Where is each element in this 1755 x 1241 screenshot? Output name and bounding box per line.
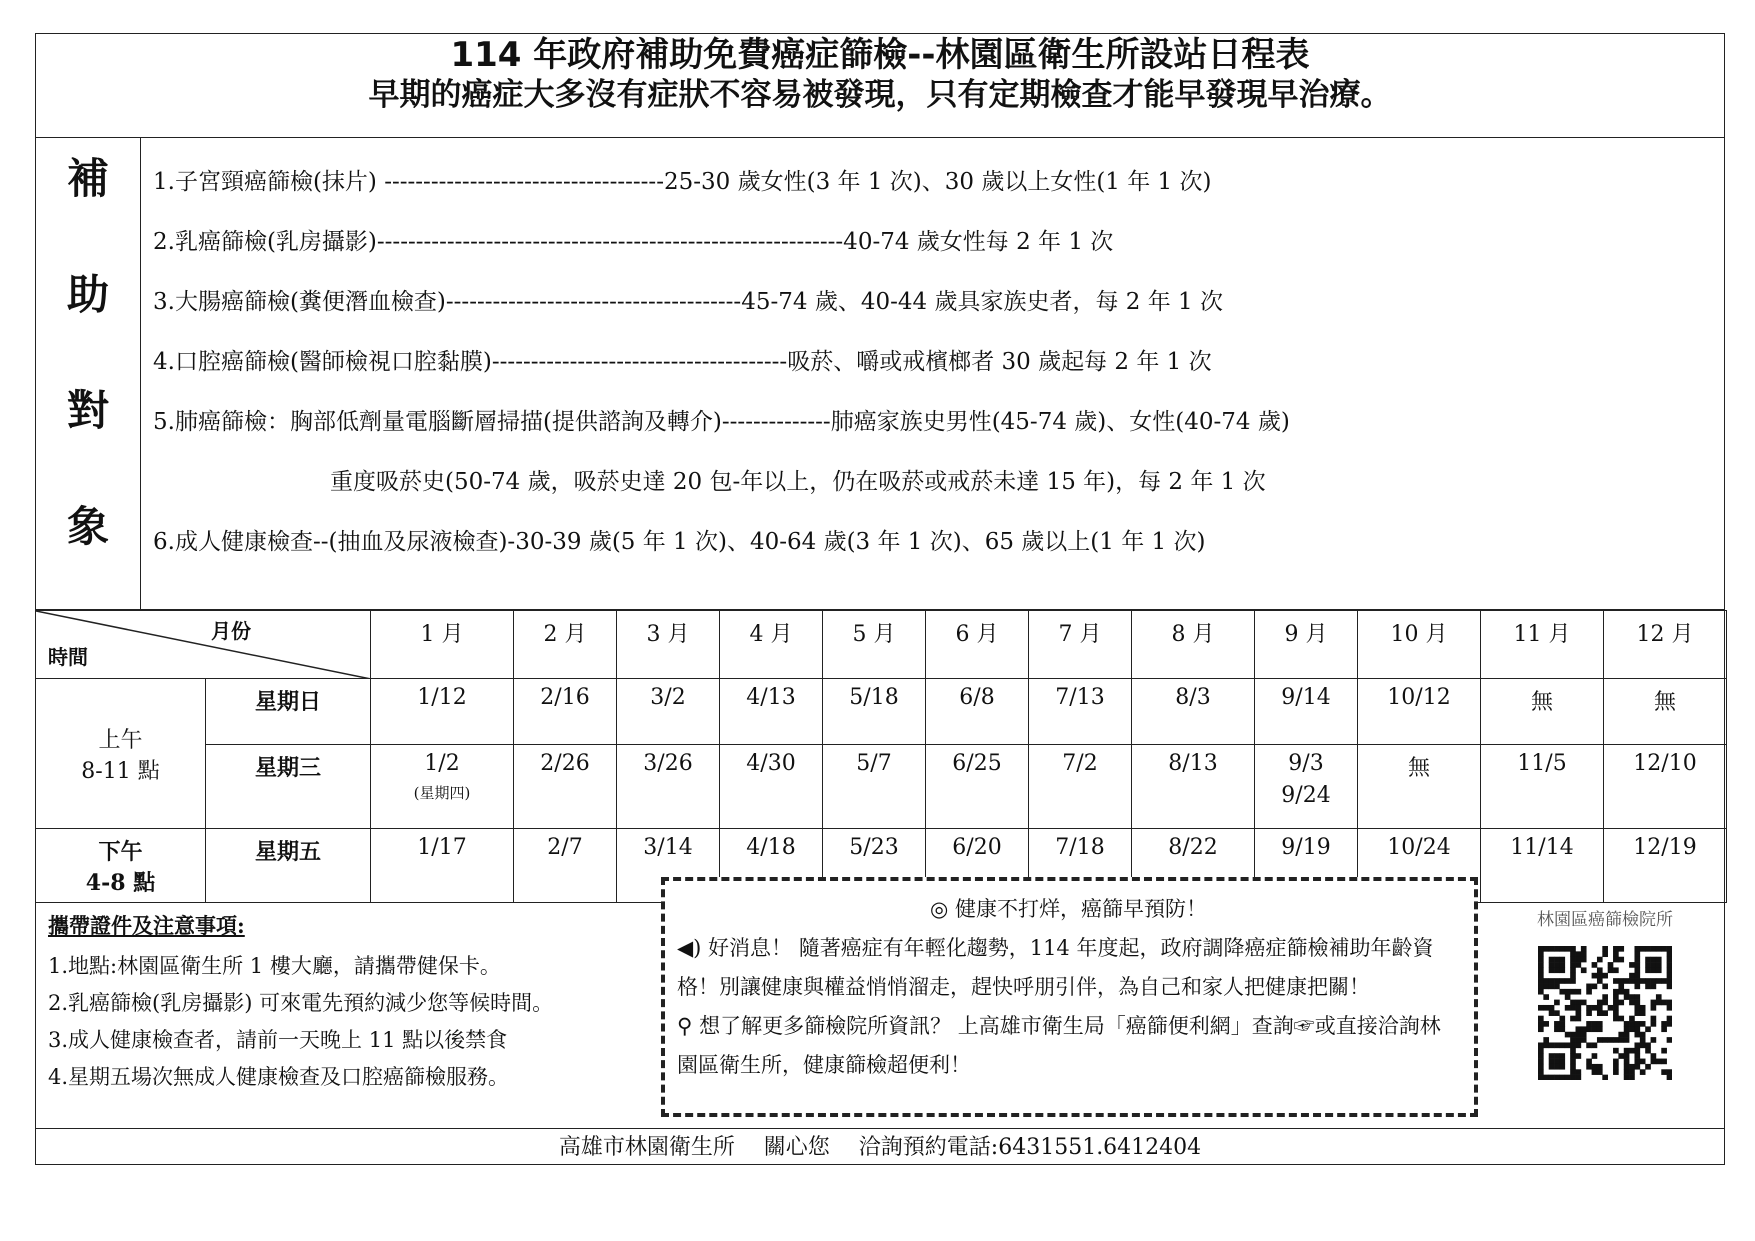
month-header: 7 月 [1029, 611, 1132, 679]
schedule-date: 7/18 [1029, 829, 1132, 903]
schedule-date: 無 [1481, 679, 1604, 745]
schedule-date-value: 9/3 [1288, 751, 1324, 776]
schedule-date [1255, 745, 1358, 829]
schedule-date: 1/17 [371, 829, 514, 903]
schedule-date: 7/13 [1029, 679, 1132, 745]
page-title: 114 年政府補助免費癌症篩檢--林園區衛生所設站日程表 [450, 35, 1310, 75]
eligibility-item-breast: 2.乳癌篩檢(乳房攝影)------------------------------------------------------------40-74 歲女性每 2 年 1 次 [153, 229, 1114, 255]
month-header: 3 月 [617, 611, 720, 679]
schedule-date: 6/8 [926, 679, 1029, 745]
note-item: 4.星期五場次無成人健康檢查及口腔癌篩檢服務。 [48, 1065, 510, 1089]
footer: 高雄市林園衛生所 關心您 洽詢預約電話:6431551.6412404 [35, 1128, 1725, 1165]
promo-info-text: 想了解更多篩檢院所資訊？ 上高雄市衛生局「癌篩便利網」查詢☞或直接洽詢林園區衛生所，健康篩檢超便利！ [677, 1014, 1441, 1077]
notes-title: 攜帶證件及注意事項: [48, 913, 245, 938]
afternoon-hours: 4-8 點 [85, 870, 156, 896]
schedule-date: 4/30 [720, 745, 823, 829]
schedule-table [35, 610, 1727, 903]
morning-time-cell [36, 679, 206, 829]
promo-news-text: 好消息！ 隨著癌症有年輕化趨勢，114 年度起，政府調降癌症篩檢補助年齡資格！別讓健康與權益悄悄溜走，趕快呼朋引伴，為自己和家人把健康把關！ [677, 936, 1434, 999]
eligibility-item-colorectal: 3.大腸癌篩檢(糞便潛血檢查)--------------------------------------45-74 歲、40-44 歲具家族史者，每 2 年 1 次 [153, 289, 1223, 315]
schedule-date: 2/16 [514, 679, 617, 745]
eligibility-item-lung: 5.肺癌篩檢：胸部低劑量電腦斷層掃描(提供諮詢及轉介)--------------肺癌家族史男性(45-74 歲)、女性(40-74 歲) [153, 409, 1290, 435]
eligibility-item-adult-checkup: 6.成人健康檢查--(抽血及尿液檢查)-30-39 歲(5 年 1 次)、40-64 歲(3 年 1 次)、65 歲以上(1 年 1 次) [153, 529, 1206, 555]
speaker-icon: ◀) [677, 936, 702, 960]
note-item: 1.地點:林園區衛生所 1 樓大廳，請攜帶健保卡。 [48, 954, 501, 978]
schedule-date: 12/10 [1604, 745, 1727, 829]
header [35, 33, 1725, 138]
eligibility-item-cervical: 1.子宮頸癌篩檢(抹片) ------------------------------------25-30 歲女性(3 年 1 次)、30 歲以上女性(1 年 1 次) [153, 169, 1212, 195]
promo-news [677, 929, 1460, 1007]
month-header-row [36, 611, 1727, 679]
month-header: 10 月 [1358, 611, 1481, 679]
schedule-date: 4/13 [720, 679, 823, 745]
month-header: 5 月 [823, 611, 926, 679]
schedule-date: 9/19 [1255, 829, 1358, 903]
side-char-2: 助 [66, 270, 109, 319]
schedule-date: 9/14 [1255, 679, 1358, 745]
qr-section [1500, 905, 1710, 1084]
promo-box [661, 877, 1478, 1117]
schedule-date: 2/7 [514, 829, 617, 903]
schedule-date: 8/3 [1132, 679, 1255, 745]
weekday-friday: 星期五 [206, 829, 371, 903]
schedule-date: 5/7 [823, 745, 926, 829]
note-item: 3.成人健康檢查者，請前一天晚上 11 點以後禁食 [48, 1028, 508, 1052]
promo-info [677, 1007, 1460, 1085]
schedule-date: 3/26 [617, 745, 720, 829]
schedule-date: 無 [1358, 745, 1481, 829]
side-char-4: 象 [66, 502, 109, 551]
qr-label: 林園區癌篩檢院所 [1537, 910, 1673, 930]
schedule-date [371, 745, 514, 829]
eligibility-side-label [35, 138, 141, 609]
target-icon: ◎ [929, 897, 949, 921]
page-subtitle: 早期的癌症大多沒有症狀不容易被發現，只有定期檢查才能早發現早治療。 [368, 77, 1392, 113]
side-char-3: 對 [66, 386, 109, 435]
schedule-date: 6/20 [926, 829, 1029, 903]
schedule-date: 2/26 [514, 745, 617, 829]
morning-label: 上午 [98, 727, 143, 753]
notes-section [48, 910, 668, 1096]
schedule-date: 3/2 [617, 679, 720, 745]
month-header: 11 月 [1481, 611, 1604, 679]
eligibility-item-lung-detail: 重度吸菸史(50-74 歲，吸菸史達 20 包-年以上，仍在吸菸或戒菸未達 15 年)，每 2 年 1 次 [330, 469, 1266, 495]
schedule-date: 12/19 [1604, 829, 1727, 903]
morning-hours: 8-11 點 [81, 758, 160, 784]
schedule-date: 10/12 [1358, 679, 1481, 745]
promo-heading-row [677, 893, 1460, 923]
month-header: 12 月 [1604, 611, 1727, 679]
corner-month-label: 月份 [211, 619, 251, 643]
month-header: 4 月 [720, 611, 823, 679]
schedule-date: 8/22 [1132, 829, 1255, 903]
schedule-date: 10/24 [1358, 829, 1481, 903]
schedule-date: 無 [1604, 679, 1727, 745]
schedule-date: 5/18 [823, 679, 926, 745]
schedule-date: 8/13 [1132, 745, 1255, 829]
month-header: 9 月 [1255, 611, 1358, 679]
schedule-date: 3/14 [617, 829, 720, 903]
schedule-date: 11/5 [1481, 745, 1604, 829]
qr-code-icon[interactable] [1538, 946, 1672, 1080]
weekday-sunday: 星期日 [206, 679, 371, 745]
month-header: 1 月 [371, 611, 514, 679]
schedule-date-extra: 9/24 [1281, 783, 1331, 808]
afternoon-time-cell [36, 829, 206, 903]
promo-heading: 健康不打烊，癌篩早預防！ [955, 897, 1207, 921]
schedule-date: 11/14 [1481, 829, 1604, 903]
magnifier-icon: ⚲ [677, 1014, 693, 1038]
month-header: 2 月 [514, 611, 617, 679]
note-item: 2.乳癌篩檢(乳房攝影) 可來電先預約減少您等候時間。 [48, 991, 554, 1015]
corner-time-label: 時間 [48, 645, 88, 669]
month-header: 8 月 [1132, 611, 1255, 679]
wednesday-row [36, 745, 1727, 829]
side-char-1: 補 [66, 154, 109, 203]
eligibility-section [35, 138, 1725, 610]
eligibility-item-oral: 4.口腔癌篩檢(醫師檢視口腔黏膜)--------------------------------------吸菸、嚼或戒檳榔者 30 歲起每 2 年 1 次 [153, 349, 1212, 375]
weekday-wednesday: 星期三 [206, 745, 371, 829]
sunday-row [36, 679, 1727, 745]
schedule-date-value: 1/2 [424, 751, 460, 776]
corner-cell [36, 611, 371, 679]
schedule-date: 4/18 [720, 829, 823, 903]
schedule-date: 7/2 [1029, 745, 1132, 829]
schedule-date: 6/25 [926, 745, 1029, 829]
afternoon-label: 下午 [98, 839, 143, 865]
schedule-date: 1/12 [371, 679, 514, 745]
weekday-note: (星期四) [413, 784, 471, 802]
month-header: 6 月 [926, 611, 1029, 679]
schedule-date: 5/23 [823, 829, 926, 903]
